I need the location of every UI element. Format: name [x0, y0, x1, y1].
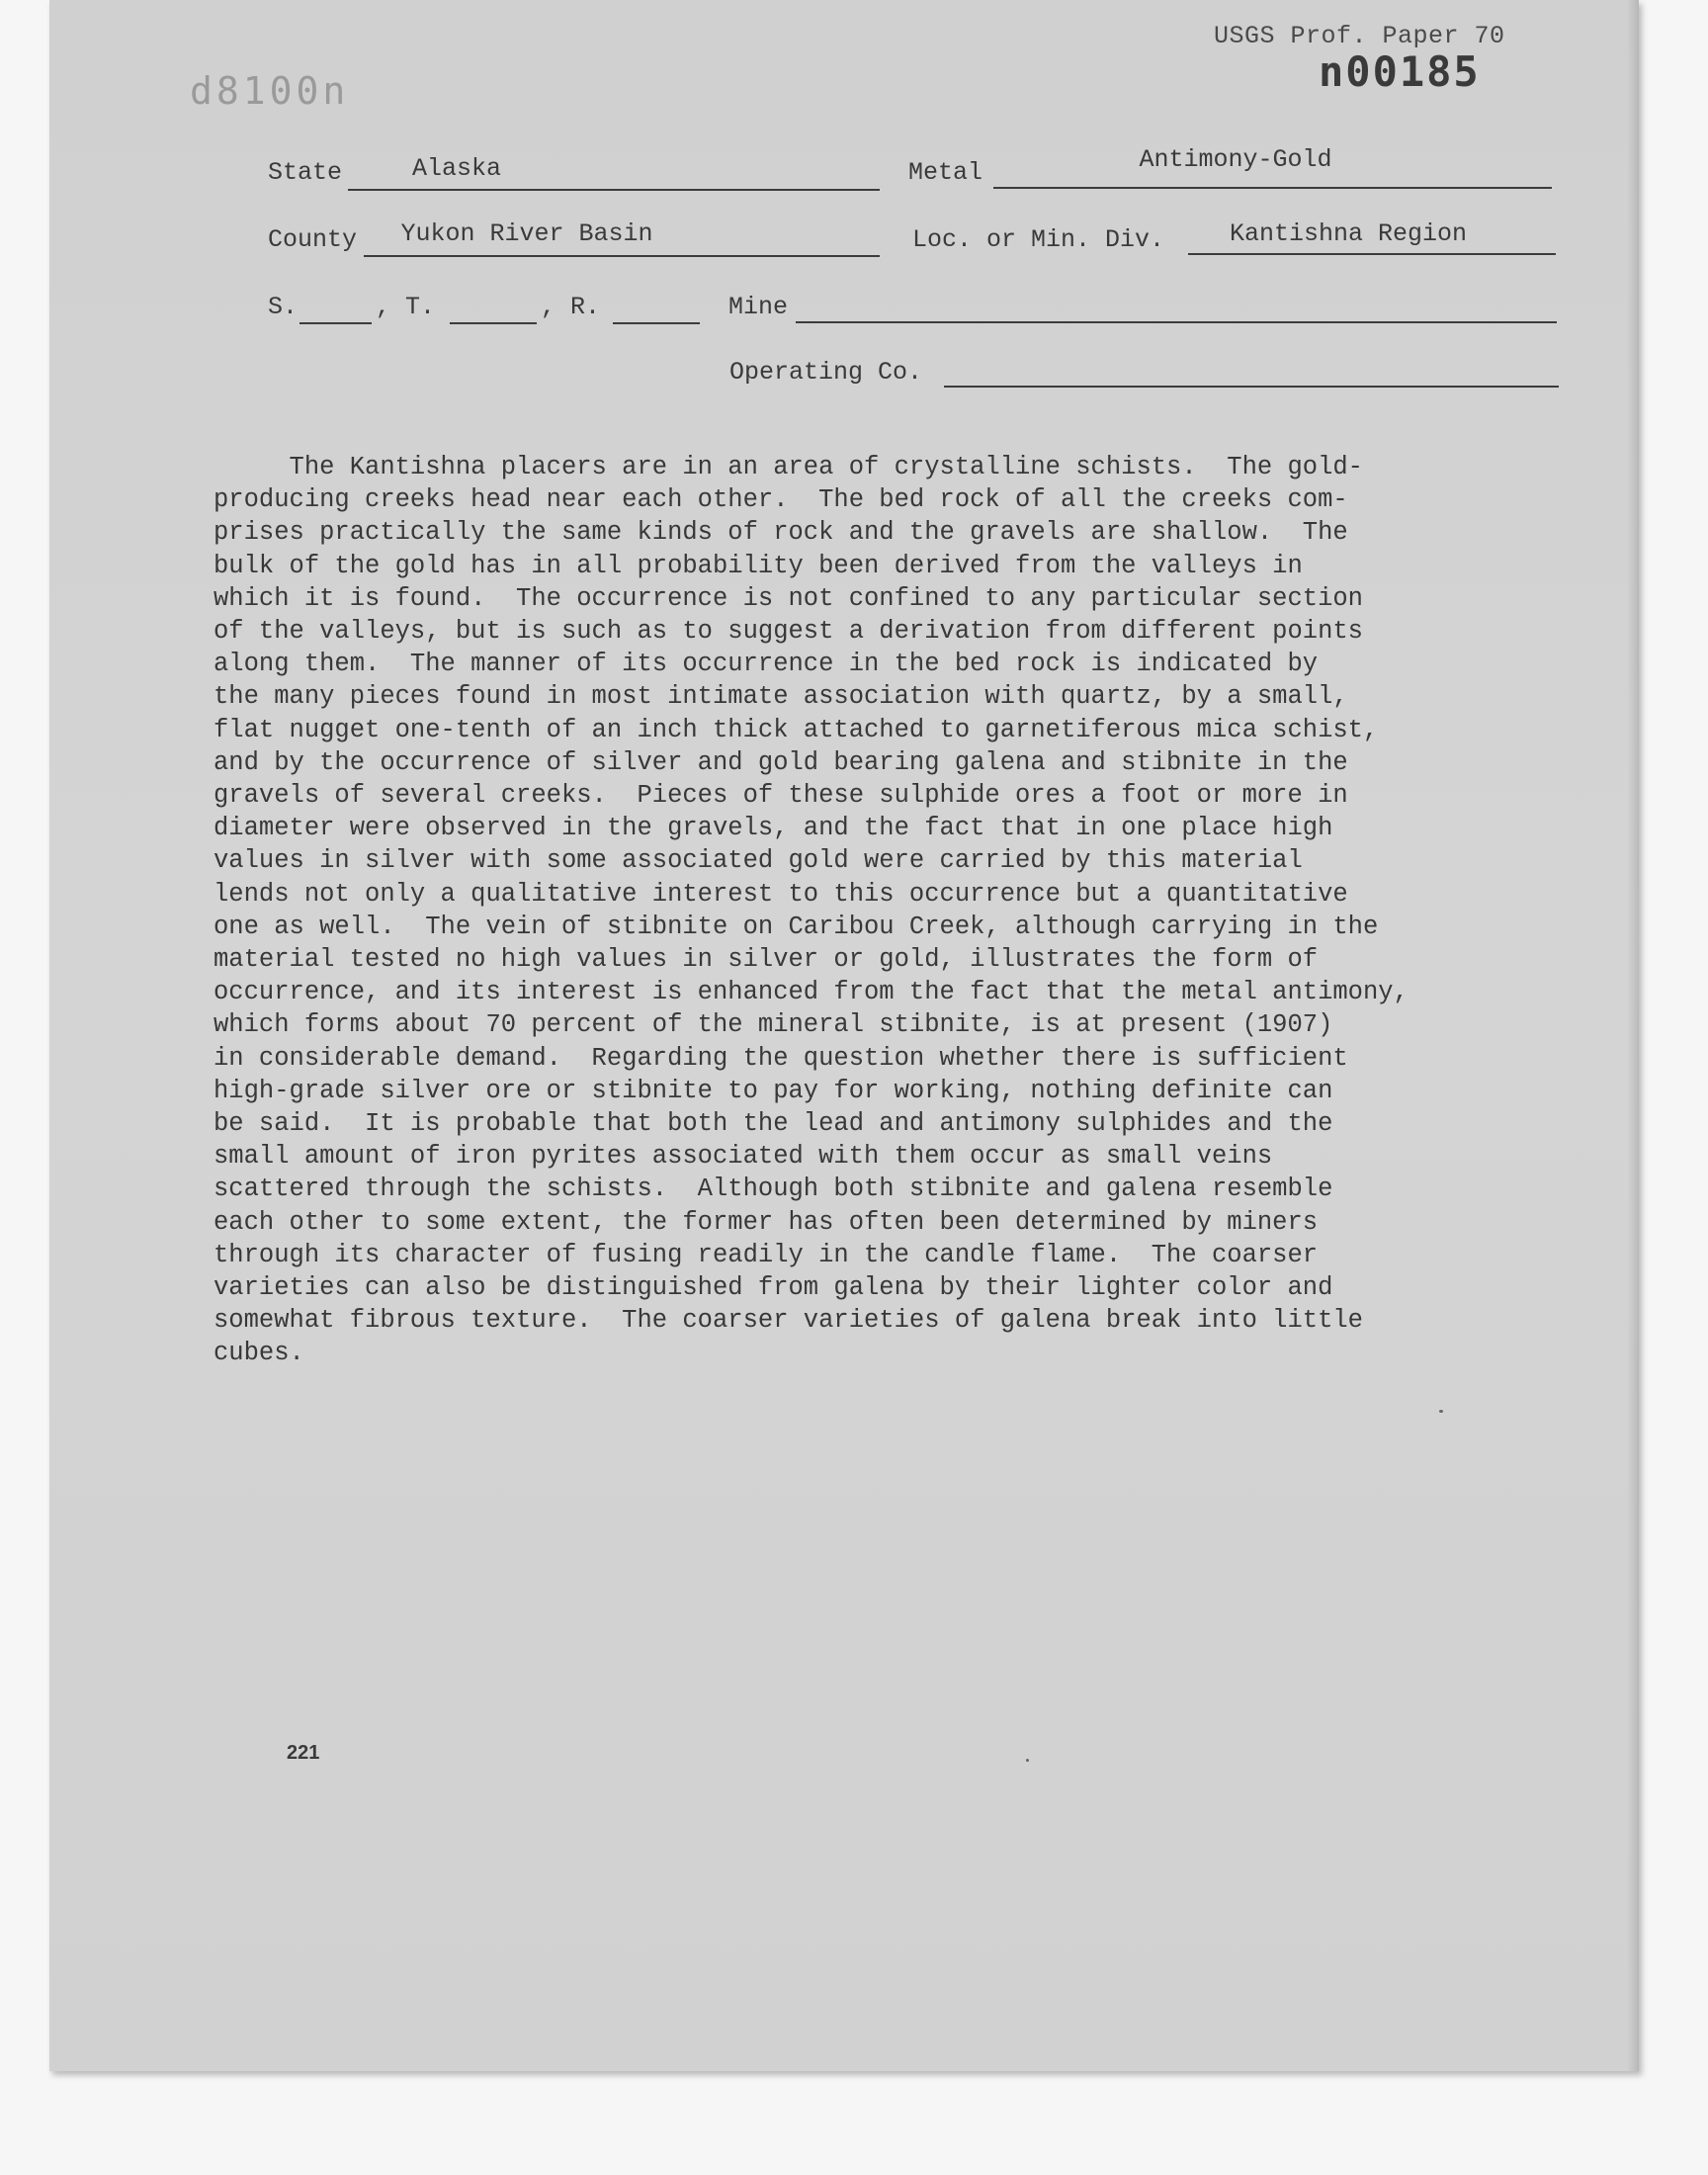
text-line: small amount of iron pyrites associated with them occur as small veins	[214, 1142, 1273, 1172]
reference-header: USGS Prof. Paper 70	[1214, 22, 1505, 50]
text-line: somewhat fibrous texture. The coarser varieties of galena break into little	[214, 1306, 1363, 1336]
text-line: in considerable demand. Regarding the question whether there is sufficient	[214, 1043, 1348, 1073]
loc-underline	[1188, 253, 1556, 255]
text-line: be said. It is probable that both the lead and antimony sulphides and the	[214, 1109, 1333, 1139]
text-line: The Kantishna placers are in an area of crystalline schists. The gold-	[214, 453, 1363, 481]
mine-label: Mine	[728, 293, 789, 321]
text-line: producing creeks head near each other. The bed rock of all the creeks com-	[214, 485, 1348, 515]
text-line: gravels of several creeks. Pieces of these sulphide ores a foot or more in	[214, 781, 1348, 811]
document-sheet	[49, 0, 1639, 2071]
text-line: one as well. The vein of stibnite on Caribou Creek, although carrying in the	[214, 912, 1379, 941]
county-underline	[364, 255, 880, 257]
faded-stamp: d8100n	[190, 69, 350, 113]
metal-label: Metal	[908, 158, 983, 187]
text-line: prises practically the same kinds of rock and the gravels are shallow. The	[214, 518, 1348, 548]
operating-co-label: Operating Co.	[729, 358, 923, 387]
text-line: scattered through the schists. Although both stibnite and galena resemble	[214, 1174, 1333, 1204]
text-line: occurrence, and its interest is enhanced from the fact that the metal antimony,	[214, 978, 1409, 1007]
scan-speck	[1439, 1410, 1443, 1413]
text-line: which forms about 70 percent of the mineral stibnite, is at present (1907)	[214, 1010, 1333, 1040]
description-paragraph	[214, 451, 1597, 1370]
text-line: lends not only a qualitative interest to this occurrence but a quantitative	[214, 879, 1348, 909]
stamp-number: n00185	[1319, 47, 1481, 96]
state-value: Alaska	[411, 154, 501, 183]
text-line: high-grade silver ore or stibnite to pay for working, nothing definite can	[214, 1076, 1333, 1105]
state-label: State	[268, 158, 343, 187]
township-underline	[450, 322, 537, 324]
county-value: Yukon River Basin	[400, 219, 653, 248]
state-underline	[348, 189, 880, 191]
range-underline	[613, 322, 700, 324]
operating-co-underline	[944, 386, 1559, 388]
text-line: each other to some extent, the former has often been determined by miners	[214, 1207, 1319, 1237]
text-line: the many pieces found in most intimate association with quartz, by a small,	[214, 682, 1348, 712]
text-line: flat nugget one-tenth of an inch thick attached to garnetiferous mica schist,	[214, 715, 1379, 744]
text-line: cubes.	[214, 1339, 304, 1368]
text-line: through its character of fusing readily in the candle flame. The coarser	[214, 1240, 1319, 1269]
text-line: of the valleys, but is such as to suggest a derivation from different points	[214, 617, 1363, 647]
metal-value: Antimony-Gold	[1139, 145, 1332, 174]
text-line: and by the occurrence of silver and gold bearing galena and stibnite in the	[214, 747, 1348, 777]
range-label: , R.	[541, 293, 601, 321]
loc-label: Loc. or Min. Div.	[912, 225, 1165, 254]
section-label: S.	[268, 293, 299, 321]
section-underline	[299, 322, 372, 324]
scan-speck	[1026, 1759, 1029, 1762]
county-label: County	[268, 225, 358, 254]
text-line: varieties can also be distinguished from galena by their lighter color and	[214, 1273, 1333, 1303]
text-line: which it is found. The occurrence is not confined to any particular section	[214, 583, 1363, 613]
township-label: , T.	[376, 293, 436, 321]
text-line: diameter were observed in the gravels, and the fact that in one place high	[214, 814, 1333, 843]
page-number: 221	[287, 1742, 320, 1764]
loc-value: Kantishna Region	[1229, 219, 1468, 248]
text-line: values in silver with some associated gold were carried by this material	[214, 846, 1303, 876]
text-line: bulk of the gold has in all probability been derived from the valleys in	[214, 551, 1303, 580]
metal-underline	[993, 187, 1552, 189]
mine-underline	[796, 321, 1557, 323]
text-line: material tested no high values in silver or gold, illustrates the form of	[214, 945, 1319, 975]
text-line: along them. The manner of its occurrence in the bed rock is indicated by	[214, 650, 1319, 679]
